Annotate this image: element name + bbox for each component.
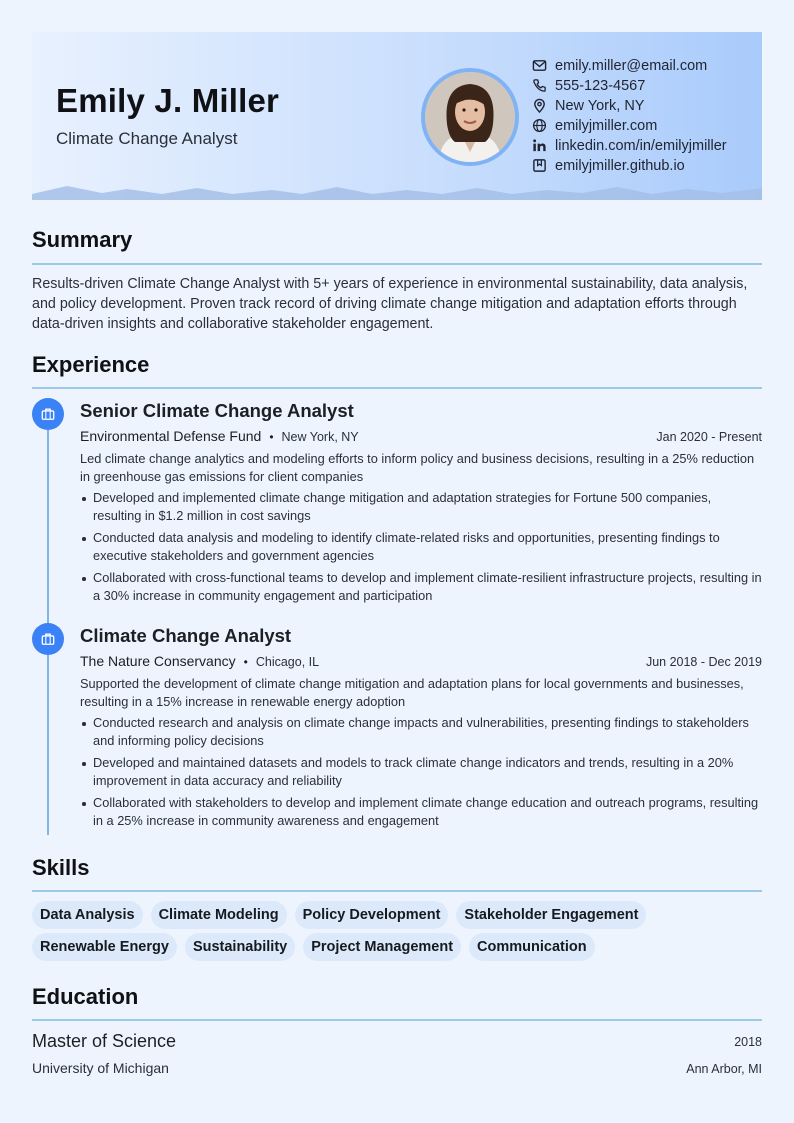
skills-list bbox=[32, 901, 772, 965]
job-organization: Environmental Defense Fund bbox=[80, 428, 262, 444]
education-location: Ann Arbor, MI bbox=[686, 1062, 762, 1076]
skill-tag: Project Management bbox=[303, 933, 461, 961]
job-bullets bbox=[80, 714, 762, 830]
briefcase-icon bbox=[32, 623, 64, 655]
candidate-name: Emily J. Miller bbox=[56, 82, 280, 119]
briefcase-icon bbox=[32, 398, 64, 430]
job-title: Climate Change Analyst bbox=[80, 625, 292, 646]
list-item: Conducted data analysis and modeling to identify climate-related risks and opportunities, presenting findings to executive stakeholders and government agencies bbox=[80, 529, 762, 565]
summary-text: Results-driven Climate Change Analyst with 5+ years of experience in environmental sustainability, data analysis, and policy development. Proven track record of driving climate change mitigation and adaptation efforts through data-driven insights and collaborative stakeholder engagement. bbox=[32, 276, 748, 332]
candidate-title: Climate Change Analyst bbox=[56, 129, 238, 148]
contact-portfolio[interactable]: emilyjmiller.github.io bbox=[532, 156, 727, 176]
education-heading: Education bbox=[32, 984, 139, 1009]
education-school: University of Michigan bbox=[32, 1060, 169, 1076]
job-location: New York, NY bbox=[281, 430, 359, 444]
job-date: Jan 2020 - Present bbox=[656, 430, 762, 444]
header-banner bbox=[32, 32, 762, 200]
skill-tag: Communication bbox=[469, 933, 595, 961]
skills-heading: Skills bbox=[32, 855, 90, 880]
skill-tag: Climate Modeling bbox=[151, 901, 287, 929]
separator-dot-icon: • bbox=[243, 655, 248, 669]
job-organization: The Nature Conservancy bbox=[80, 653, 236, 669]
education-divider bbox=[32, 1019, 762, 1021]
education-degree: Master of Science bbox=[32, 1031, 177, 1051]
experience-divider bbox=[32, 387, 762, 389]
mountain-decoration bbox=[32, 182, 762, 200]
skill-tag: Stakeholder Engagement bbox=[456, 901, 646, 929]
skill-tag: Data Analysis bbox=[32, 901, 143, 929]
portfolio-icon bbox=[532, 158, 548, 174]
list-item: Conducted research and analysis on climate change impacts and vulnerabilities, presenting findings to stakeholders and informing policy decisions bbox=[80, 714, 762, 750]
phone-icon bbox=[532, 78, 548, 94]
contact-phone[interactable]: 555-123-4567 bbox=[532, 76, 727, 96]
job-date: Jun 2018 - Dec 2019 bbox=[645, 655, 762, 669]
job-title: Senior Climate Change Analyst bbox=[80, 400, 354, 421]
experience-heading: Experience bbox=[32, 352, 150, 377]
summary-divider bbox=[32, 263, 762, 265]
job-entry-2 bbox=[80, 623, 762, 834]
job-entry-1 bbox=[80, 398, 762, 609]
list-item: Developed and maintained datasets and models to track climate change indicators and trends, resulting in a 20% improvement in data accuracy and reliability bbox=[80, 754, 762, 790]
education-year: 2018 bbox=[734, 1035, 762, 1049]
skills-divider bbox=[32, 890, 762, 892]
job-bullets bbox=[80, 489, 762, 605]
job-meta bbox=[80, 649, 762, 675]
contact-email[interactable]: emily.miller@email.com bbox=[532, 56, 727, 76]
globe-icon bbox=[532, 118, 548, 134]
list-item: Developed and implemented climate change mitigation and adaptation strategies for Fortune 500 companies, resulting in $1.2 million in cost savings bbox=[80, 489, 762, 525]
job-description: Led climate change analytics and modeling efforts to inform policy and business decisions, resulting in a 25% reduction in greenhouse gas emissions for client companies bbox=[80, 451, 755, 484]
skill-tag: Sustainability bbox=[185, 933, 295, 961]
summary-heading: Summary bbox=[32, 227, 133, 252]
skill-tag: Renewable Energy bbox=[32, 933, 177, 961]
skill-tag: Policy Development bbox=[295, 901, 449, 929]
job-location: Chicago, IL bbox=[255, 655, 320, 669]
email-icon bbox=[532, 58, 548, 74]
job-description: Supported the development of climate change mitigation and adaptation plans for local governments and businesses, resulting in a 15% increase in renewable energy adoption bbox=[80, 676, 744, 709]
job-meta bbox=[80, 424, 762, 450]
profile-photo bbox=[421, 68, 519, 166]
contact-linkedin[interactable]: linkedin.com/in/emilyjmiller bbox=[532, 136, 727, 156]
contact-location: New York, NY bbox=[532, 96, 727, 116]
location-pin-icon bbox=[532, 98, 548, 114]
contact-list bbox=[532, 56, 727, 176]
linkedin-icon bbox=[532, 138, 548, 154]
separator-dot-icon: • bbox=[269, 430, 274, 444]
contact-website[interactable]: emilyjmiller.com bbox=[532, 116, 727, 136]
list-item: Collaborated with stakeholders to develop and implement climate change education and outreach programs, resulting in a 25% increase in community awareness and engagement bbox=[80, 794, 762, 830]
list-item: Collaborated with cross-functional teams to develop and implement climate-resilient infrastructure projects, resulting in a 30% increase in community engagement and participation bbox=[80, 569, 762, 605]
